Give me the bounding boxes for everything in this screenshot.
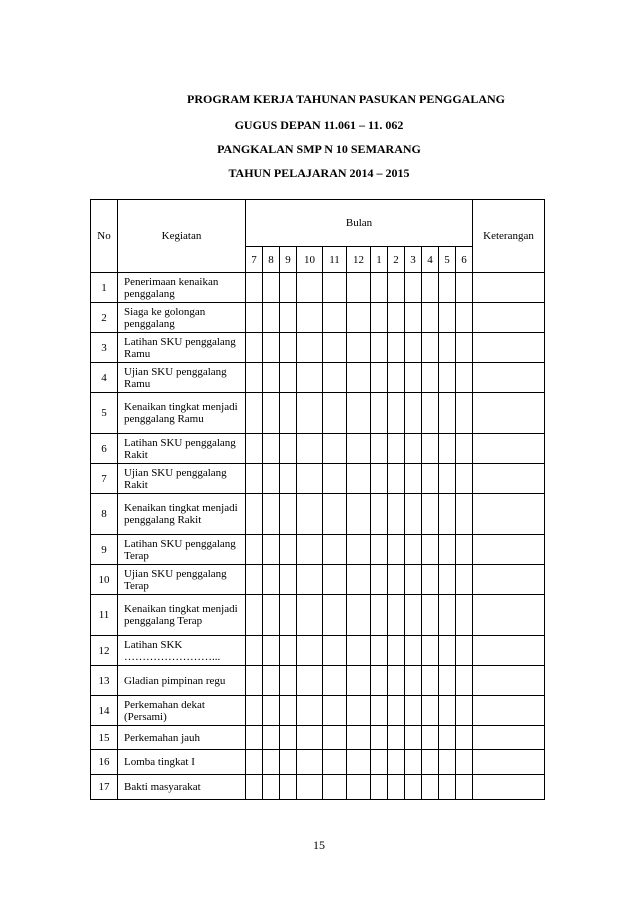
month-cell bbox=[323, 595, 347, 636]
pangkalan-line: PANGKALAN SMP N 10 SEMARANG bbox=[217, 142, 421, 156]
month-cell bbox=[371, 565, 388, 595]
month-cell bbox=[439, 565, 456, 595]
row-kegiatan: Perkemahan jauh bbox=[118, 726, 246, 750]
month-cell bbox=[422, 464, 439, 494]
month-cell bbox=[246, 636, 263, 666]
month-cell bbox=[439, 333, 456, 363]
row-kegiatan: Latihan SKK ……………………... bbox=[118, 636, 246, 666]
table-row bbox=[91, 666, 545, 696]
month-cell bbox=[439, 636, 456, 666]
month-cell bbox=[456, 434, 473, 464]
month-cell bbox=[323, 333, 347, 363]
month-header: 2 bbox=[388, 247, 405, 273]
keterangan-cell bbox=[473, 333, 545, 363]
month-cell bbox=[422, 333, 439, 363]
month-cell bbox=[323, 750, 347, 775]
table-row bbox=[91, 595, 545, 636]
month-cell bbox=[405, 333, 422, 363]
month-cell bbox=[297, 565, 323, 595]
month-cell bbox=[347, 775, 371, 800]
table-row bbox=[91, 434, 545, 464]
tahun-pelajaran-line: TAHUN PELAJARAN 2014 – 2015 bbox=[228, 166, 410, 180]
month-cell bbox=[347, 333, 371, 363]
row-kegiatan: Perkemahan dekat (Persami) bbox=[118, 696, 246, 726]
month-cell bbox=[323, 565, 347, 595]
month-cell bbox=[347, 303, 371, 333]
month-cell bbox=[439, 303, 456, 333]
month-cell bbox=[405, 696, 422, 726]
table-row bbox=[91, 464, 545, 494]
month-cell bbox=[246, 333, 263, 363]
row-number: 12 bbox=[91, 636, 118, 666]
month-cell bbox=[388, 666, 405, 696]
month-cell bbox=[323, 393, 347, 434]
month-cell bbox=[456, 750, 473, 775]
month-cell bbox=[388, 303, 405, 333]
month-cell bbox=[456, 595, 473, 636]
month-cell bbox=[280, 535, 297, 565]
month-cell bbox=[280, 636, 297, 666]
month-cell bbox=[323, 273, 347, 303]
table-row bbox=[91, 535, 545, 565]
month-cell bbox=[280, 494, 297, 535]
month-cell bbox=[280, 666, 297, 696]
month-cell bbox=[323, 434, 347, 464]
month-cell bbox=[347, 464, 371, 494]
month-cell bbox=[323, 494, 347, 535]
keterangan-cell bbox=[473, 464, 545, 494]
month-cell bbox=[347, 565, 371, 595]
month-cell bbox=[422, 494, 439, 535]
month-cell bbox=[323, 303, 347, 333]
month-cell bbox=[388, 434, 405, 464]
keterangan-cell bbox=[473, 565, 545, 595]
table-row bbox=[91, 363, 545, 393]
month-header: 1 bbox=[371, 247, 388, 273]
month-cell bbox=[297, 696, 323, 726]
month-cell bbox=[280, 750, 297, 775]
month-cell bbox=[323, 464, 347, 494]
row-number: 11 bbox=[91, 595, 118, 636]
month-cell bbox=[371, 666, 388, 696]
month-cell bbox=[405, 303, 422, 333]
header-bulan: Bulan bbox=[246, 200, 473, 247]
month-cell bbox=[323, 666, 347, 696]
month-cell bbox=[263, 303, 280, 333]
month-cell bbox=[297, 363, 323, 393]
month-cell bbox=[347, 750, 371, 775]
row-number: 2 bbox=[91, 303, 118, 333]
month-cell bbox=[323, 535, 347, 565]
month-cell bbox=[405, 464, 422, 494]
month-cell bbox=[323, 775, 347, 800]
month-cell bbox=[323, 696, 347, 726]
row-kegiatan: Penerimaan kenaikan penggalang bbox=[118, 273, 246, 303]
month-cell bbox=[422, 636, 439, 666]
month-cell bbox=[456, 775, 473, 800]
month-cell bbox=[263, 726, 280, 750]
keterangan-cell bbox=[473, 636, 545, 666]
month-cell bbox=[439, 775, 456, 800]
month-cell bbox=[422, 726, 439, 750]
month-cell bbox=[347, 273, 371, 303]
table-row bbox=[91, 565, 545, 595]
month-cell bbox=[422, 666, 439, 696]
month-cell bbox=[405, 750, 422, 775]
month-cell bbox=[297, 393, 323, 434]
month-cell bbox=[347, 363, 371, 393]
month-cell bbox=[371, 363, 388, 393]
month-cell bbox=[405, 393, 422, 434]
month-cell bbox=[280, 565, 297, 595]
keterangan-cell bbox=[473, 595, 545, 636]
month-cell bbox=[297, 303, 323, 333]
row-number: 8 bbox=[91, 494, 118, 535]
month-cell bbox=[246, 726, 263, 750]
keterangan-cell bbox=[473, 750, 545, 775]
month-cell bbox=[297, 273, 323, 303]
month-cell bbox=[263, 273, 280, 303]
row-kegiatan: Latihan SKU penggalang Terap bbox=[118, 535, 246, 565]
row-number: 6 bbox=[91, 434, 118, 464]
month-cell bbox=[456, 363, 473, 393]
header-no: No bbox=[91, 200, 118, 273]
row-kegiatan: Kenaikan tingkat menjadi penggalang Ramu bbox=[118, 393, 246, 434]
month-cell bbox=[456, 666, 473, 696]
month-cell bbox=[405, 535, 422, 565]
month-cell bbox=[347, 494, 371, 535]
row-kegiatan: Kenaikan tingkat menjadi penggalang Rakit bbox=[118, 494, 246, 535]
month-cell bbox=[263, 696, 280, 726]
keterangan-cell bbox=[473, 434, 545, 464]
month-cell bbox=[371, 494, 388, 535]
month-cell bbox=[323, 636, 347, 666]
month-cell bbox=[456, 494, 473, 535]
month-cell bbox=[405, 273, 422, 303]
month-cell bbox=[439, 273, 456, 303]
month-header: 3 bbox=[405, 247, 422, 273]
table-row bbox=[91, 775, 545, 800]
row-number: 15 bbox=[91, 726, 118, 750]
month-cell bbox=[388, 696, 405, 726]
month-cell bbox=[280, 393, 297, 434]
month-cell bbox=[263, 434, 280, 464]
table-row bbox=[91, 636, 545, 666]
month-cell bbox=[347, 636, 371, 666]
month-cell bbox=[388, 636, 405, 666]
month-cell bbox=[371, 595, 388, 636]
month-cell bbox=[297, 666, 323, 696]
month-cell bbox=[263, 666, 280, 696]
month-cell bbox=[388, 273, 405, 303]
keterangan-cell bbox=[473, 494, 545, 535]
table-row bbox=[91, 303, 545, 333]
month-cell bbox=[246, 494, 263, 535]
month-cell bbox=[280, 434, 297, 464]
month-cell bbox=[263, 464, 280, 494]
row-number: 10 bbox=[91, 565, 118, 595]
month-cell bbox=[371, 393, 388, 434]
month-header: 4 bbox=[422, 247, 439, 273]
month-cell bbox=[422, 303, 439, 333]
month-header: 7 bbox=[246, 247, 263, 273]
month-cell bbox=[371, 726, 388, 750]
month-cell bbox=[246, 303, 263, 333]
month-cell bbox=[456, 696, 473, 726]
month-cell bbox=[371, 464, 388, 494]
month-cell bbox=[439, 696, 456, 726]
month-cell bbox=[388, 363, 405, 393]
month-cell bbox=[456, 636, 473, 666]
month-cell bbox=[422, 363, 439, 393]
month-cell bbox=[297, 726, 323, 750]
month-cell bbox=[246, 393, 263, 434]
month-cell bbox=[439, 494, 456, 535]
header-keterangan: Keterangan bbox=[473, 200, 545, 273]
month-cell bbox=[456, 273, 473, 303]
month-cell bbox=[246, 464, 263, 494]
keterangan-cell bbox=[473, 696, 545, 726]
row-number: 3 bbox=[91, 333, 118, 363]
month-cell bbox=[439, 726, 456, 750]
month-cell bbox=[263, 535, 280, 565]
month-cell bbox=[246, 273, 263, 303]
month-header: 12 bbox=[347, 247, 371, 273]
month-cell bbox=[439, 595, 456, 636]
month-cell bbox=[347, 666, 371, 696]
month-cell bbox=[347, 696, 371, 726]
month-cell bbox=[297, 775, 323, 800]
month-cell bbox=[388, 494, 405, 535]
page-number: 15 bbox=[313, 838, 325, 852]
month-cell bbox=[246, 535, 263, 565]
row-kegiatan: Bakti masyarakat bbox=[118, 775, 246, 800]
month-cell bbox=[422, 434, 439, 464]
keterangan-cell bbox=[473, 535, 545, 565]
month-cell bbox=[422, 393, 439, 434]
month-cell bbox=[280, 696, 297, 726]
row-kegiatan: Kenaikan tingkat menjadi penggalang Terap bbox=[118, 595, 246, 636]
month-cell bbox=[263, 595, 280, 636]
row-kegiatan: Latihan SKU penggalang Ramu bbox=[118, 333, 246, 363]
month-cell bbox=[456, 535, 473, 565]
month-cell bbox=[263, 775, 280, 800]
row-number: 1 bbox=[91, 273, 118, 303]
keterangan-cell bbox=[473, 303, 545, 333]
month-cell bbox=[371, 696, 388, 726]
month-cell bbox=[371, 535, 388, 565]
month-cell bbox=[297, 494, 323, 535]
month-cell bbox=[439, 535, 456, 565]
table-row bbox=[91, 726, 545, 750]
month-cell bbox=[246, 696, 263, 726]
header-kegiatan: Kegiatan bbox=[118, 200, 246, 273]
month-cell bbox=[347, 535, 371, 565]
month-cell bbox=[371, 434, 388, 464]
month-cell bbox=[371, 636, 388, 666]
month-cell bbox=[388, 750, 405, 775]
row-kegiatan: Ujian SKU penggalang Ramu bbox=[118, 363, 246, 393]
document-title: PROGRAM KERJA TAHUNAN PASUKAN PENGGALANG bbox=[186, 92, 505, 106]
table-row bbox=[91, 333, 545, 363]
month-cell bbox=[347, 595, 371, 636]
row-kegiatan: Ujian SKU penggalang Terap bbox=[118, 565, 246, 595]
month-cell bbox=[263, 750, 280, 775]
month-cell bbox=[246, 565, 263, 595]
month-cell bbox=[405, 565, 422, 595]
month-cell bbox=[246, 666, 263, 696]
month-cell bbox=[280, 726, 297, 750]
row-number: 4 bbox=[91, 363, 118, 393]
month-header: 9 bbox=[280, 247, 297, 273]
month-cell bbox=[371, 750, 388, 775]
month-cell bbox=[246, 595, 263, 636]
keterangan-cell bbox=[473, 393, 545, 434]
keterangan-cell bbox=[473, 726, 545, 750]
month-header: 6 bbox=[456, 247, 473, 273]
month-cell bbox=[439, 464, 456, 494]
month-cell bbox=[371, 775, 388, 800]
month-cell bbox=[371, 333, 388, 363]
row-number: 9 bbox=[91, 535, 118, 565]
month-cell bbox=[347, 434, 371, 464]
gugus-depan-line: GUGUS DEPAN 11.061 – 11. 062 bbox=[234, 118, 404, 132]
table-row bbox=[91, 696, 545, 726]
month-cell bbox=[405, 494, 422, 535]
month-cell bbox=[297, 333, 323, 363]
table-row bbox=[91, 393, 545, 434]
month-cell bbox=[422, 696, 439, 726]
month-cell bbox=[371, 273, 388, 303]
month-header: 5 bbox=[439, 247, 456, 273]
month-cell bbox=[297, 750, 323, 775]
month-cell bbox=[439, 393, 456, 434]
month-cell bbox=[297, 636, 323, 666]
month-cell bbox=[388, 595, 405, 636]
month-cell bbox=[323, 363, 347, 393]
row-number: 7 bbox=[91, 464, 118, 494]
keterangan-cell bbox=[473, 273, 545, 303]
month-cell bbox=[405, 636, 422, 666]
keterangan-cell bbox=[473, 775, 545, 800]
month-cell bbox=[371, 303, 388, 333]
month-cell bbox=[405, 775, 422, 800]
month-cell bbox=[456, 726, 473, 750]
month-header: 11 bbox=[323, 247, 347, 273]
month-cell bbox=[263, 494, 280, 535]
month-cell bbox=[405, 363, 422, 393]
month-cell bbox=[246, 434, 263, 464]
month-cell bbox=[422, 750, 439, 775]
row-number: 17 bbox=[91, 775, 118, 800]
row-kegiatan: Siaga ke golongan penggalang bbox=[118, 303, 246, 333]
row-kegiatan: Ujian SKU penggalang Rakit bbox=[118, 464, 246, 494]
month-cell bbox=[263, 363, 280, 393]
row-number: 13 bbox=[91, 666, 118, 696]
row-number: 14 bbox=[91, 696, 118, 726]
month-cell bbox=[405, 666, 422, 696]
month-cell bbox=[323, 726, 347, 750]
month-cell bbox=[422, 565, 439, 595]
month-cell bbox=[347, 393, 371, 434]
month-cell bbox=[263, 636, 280, 666]
program-kerja-table bbox=[90, 199, 545, 800]
month-cell bbox=[388, 565, 405, 595]
month-cell bbox=[297, 595, 323, 636]
month-cell bbox=[388, 464, 405, 494]
table-row bbox=[91, 750, 545, 775]
month-cell bbox=[439, 750, 456, 775]
month-cell bbox=[280, 273, 297, 303]
month-cell bbox=[439, 363, 456, 393]
month-cell bbox=[422, 775, 439, 800]
month-cell bbox=[246, 775, 263, 800]
month-cell bbox=[439, 666, 456, 696]
table-row bbox=[91, 273, 545, 303]
month-cell bbox=[388, 333, 405, 363]
month-cell bbox=[422, 535, 439, 565]
month-cell bbox=[246, 363, 263, 393]
month-cell bbox=[347, 726, 371, 750]
month-cell bbox=[297, 434, 323, 464]
month-header: 8 bbox=[263, 247, 280, 273]
month-cell bbox=[297, 535, 323, 565]
table-row bbox=[91, 494, 545, 535]
month-cell bbox=[297, 464, 323, 494]
row-number: 16 bbox=[91, 750, 118, 775]
month-cell bbox=[263, 333, 280, 363]
month-cell bbox=[280, 775, 297, 800]
month-cell bbox=[456, 333, 473, 363]
month-cell bbox=[280, 363, 297, 393]
month-cell bbox=[388, 535, 405, 565]
month-cell bbox=[439, 434, 456, 464]
row-kegiatan: Lomba tingkat I bbox=[118, 750, 246, 775]
row-kegiatan: Latihan SKU penggalang Rakit bbox=[118, 434, 246, 464]
month-cell bbox=[405, 595, 422, 636]
month-cell bbox=[405, 726, 422, 750]
month-cell bbox=[388, 775, 405, 800]
month-cell bbox=[456, 565, 473, 595]
row-kegiatan: Gladian pimpinan regu bbox=[118, 666, 246, 696]
month-cell bbox=[422, 273, 439, 303]
month-cell bbox=[280, 303, 297, 333]
month-cell bbox=[456, 393, 473, 434]
month-cell bbox=[246, 750, 263, 775]
month-cell bbox=[263, 565, 280, 595]
keterangan-cell bbox=[473, 363, 545, 393]
month-cell bbox=[388, 393, 405, 434]
row-number: 5 bbox=[91, 393, 118, 434]
month-cell bbox=[456, 464, 473, 494]
month-cell bbox=[422, 595, 439, 636]
month-cell bbox=[280, 595, 297, 636]
month-cell bbox=[280, 464, 297, 494]
month-cell bbox=[263, 393, 280, 434]
month-cell bbox=[456, 303, 473, 333]
month-cell bbox=[405, 434, 422, 464]
month-cell bbox=[280, 333, 297, 363]
month-cell bbox=[388, 726, 405, 750]
month-header: 10 bbox=[297, 247, 323, 273]
keterangan-cell bbox=[473, 666, 545, 696]
